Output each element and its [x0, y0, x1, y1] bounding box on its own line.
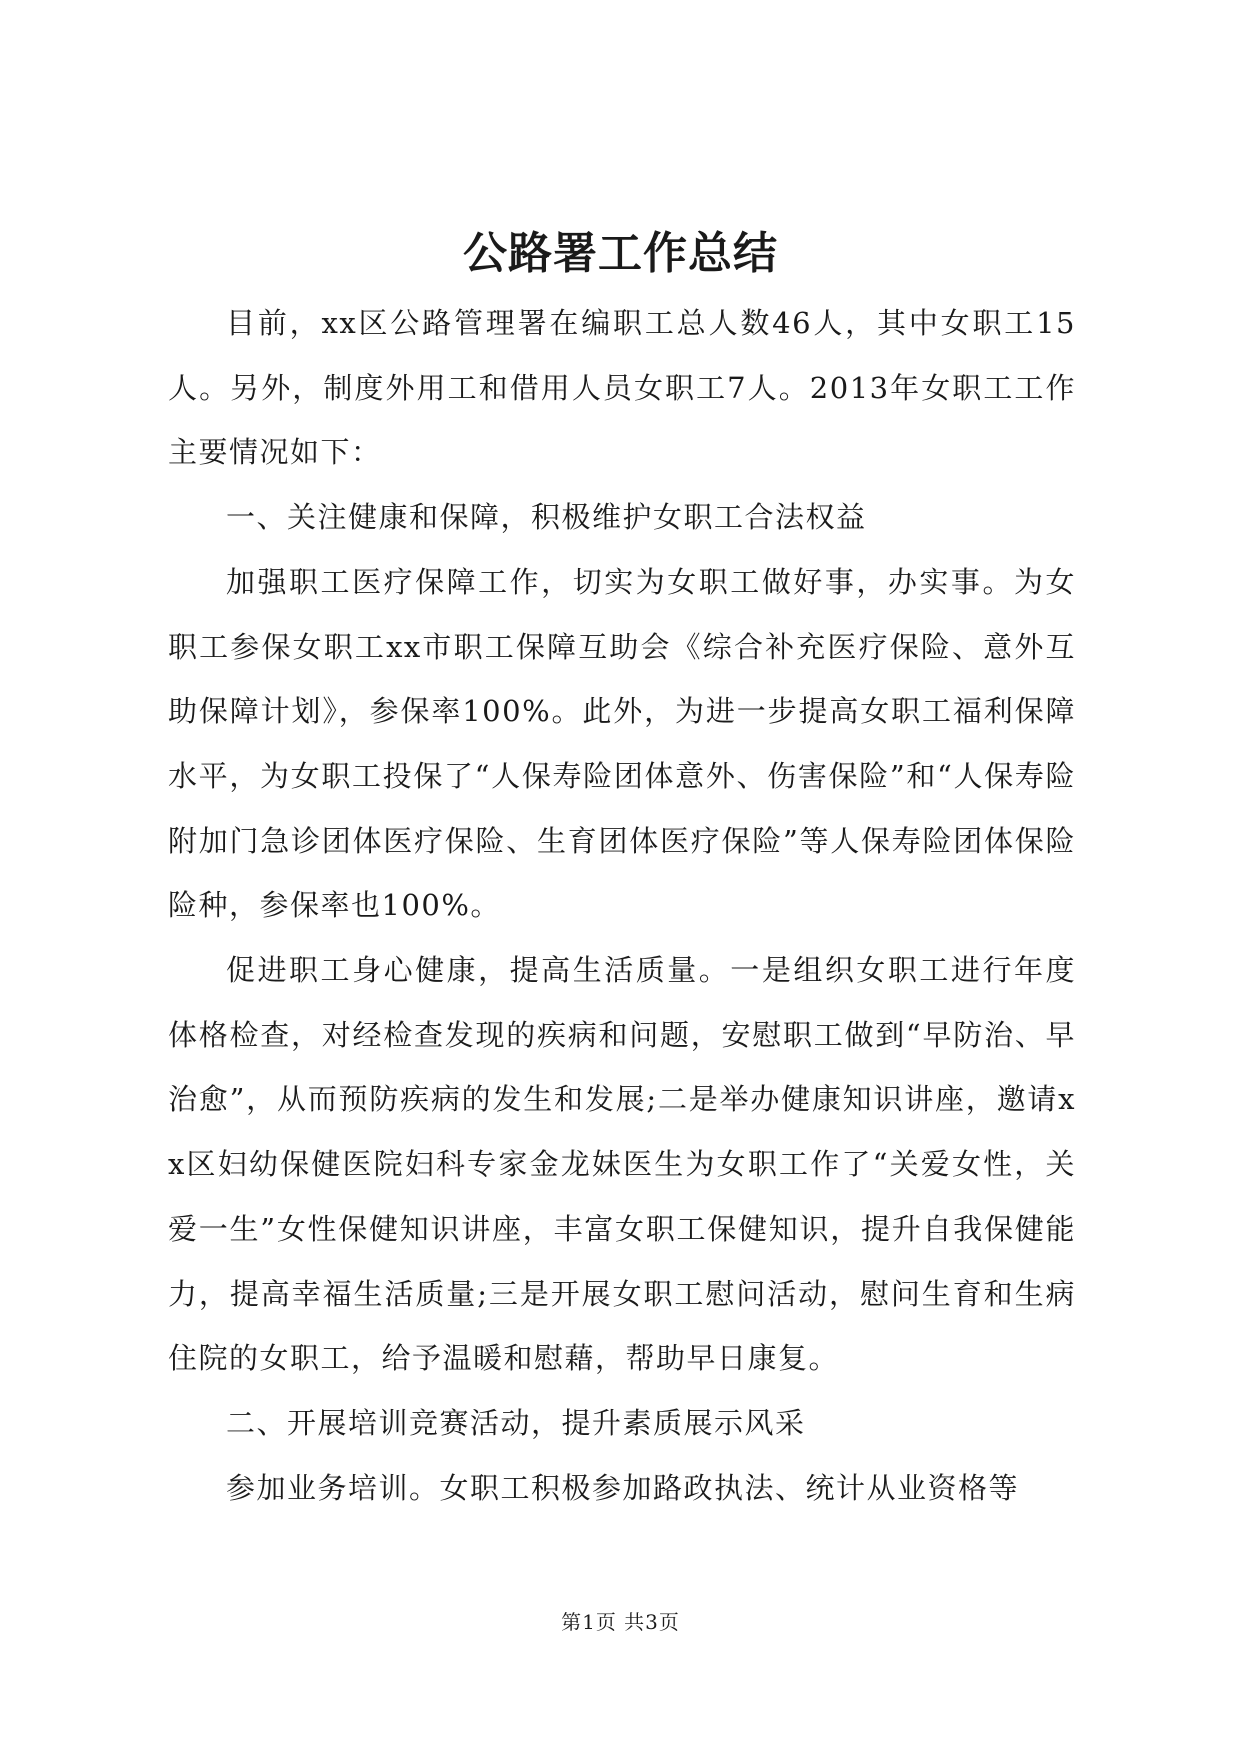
page-title: 公路署工作总结	[463, 228, 778, 279]
section-heading-1: 一、关注健康和保障，积极维护女职工合法权益	[226, 500, 867, 535]
paragraph-intro: 目前，xx区公路管理署在编职工总人数46人，其中女职工15人。另外，制度外用工和借用人员女职工7人。2013年女职工工作主要情况如下：	[168, 306, 1076, 470]
paragraph-health: 促进职工身心健康，提高生活质量。一是组织女职工进行年度体格检查，对经检查发现的疾病和问题，安慰职工做到“早防治、早治愈”，从而预防疾病的发生和发展;二是举办健康知识讲座，邀请xx区妇幼保健医院妇科专家金龙妹医生为女职工作了“关爱女性，关爱一生”女性保健知识讲座，丰富女职工保健知识，提升自我保健能力，提高幸福生活质量;三是开展女职工慰问活动，慰问生育和生病住院的女职工，给予温暖和慰藉，帮助早日康复。	[168, 953, 1076, 1376]
paragraph-training: 参加业务培训。女职工积极参加路政执法、统计从业资格等	[226, 1470, 1020, 1505]
paragraph-medical-security: 加强职工医疗保障工作，切实为女职工做好事，办实事。为女职工参保女职工xx市职工保障互助会《综合补充医疗保险、意外互助保障计划》，参保率100%。此外，为进一步提高女职工福利保障水平，为女职工投保了“人保寿险团体意外、伤害保险”和“人保寿险附加门急诊团体医疗保险、生育团体医疗保险”等人保寿险团体保险险种，参保率也100%。	[168, 564, 1076, 923]
section-heading-2: 二、开展培训竞赛活动，提升素质展示风采	[226, 1405, 806, 1440]
page-footer: 第1页 共3页	[561, 1610, 680, 1634]
document-body	[168, 291, 1076, 1520]
